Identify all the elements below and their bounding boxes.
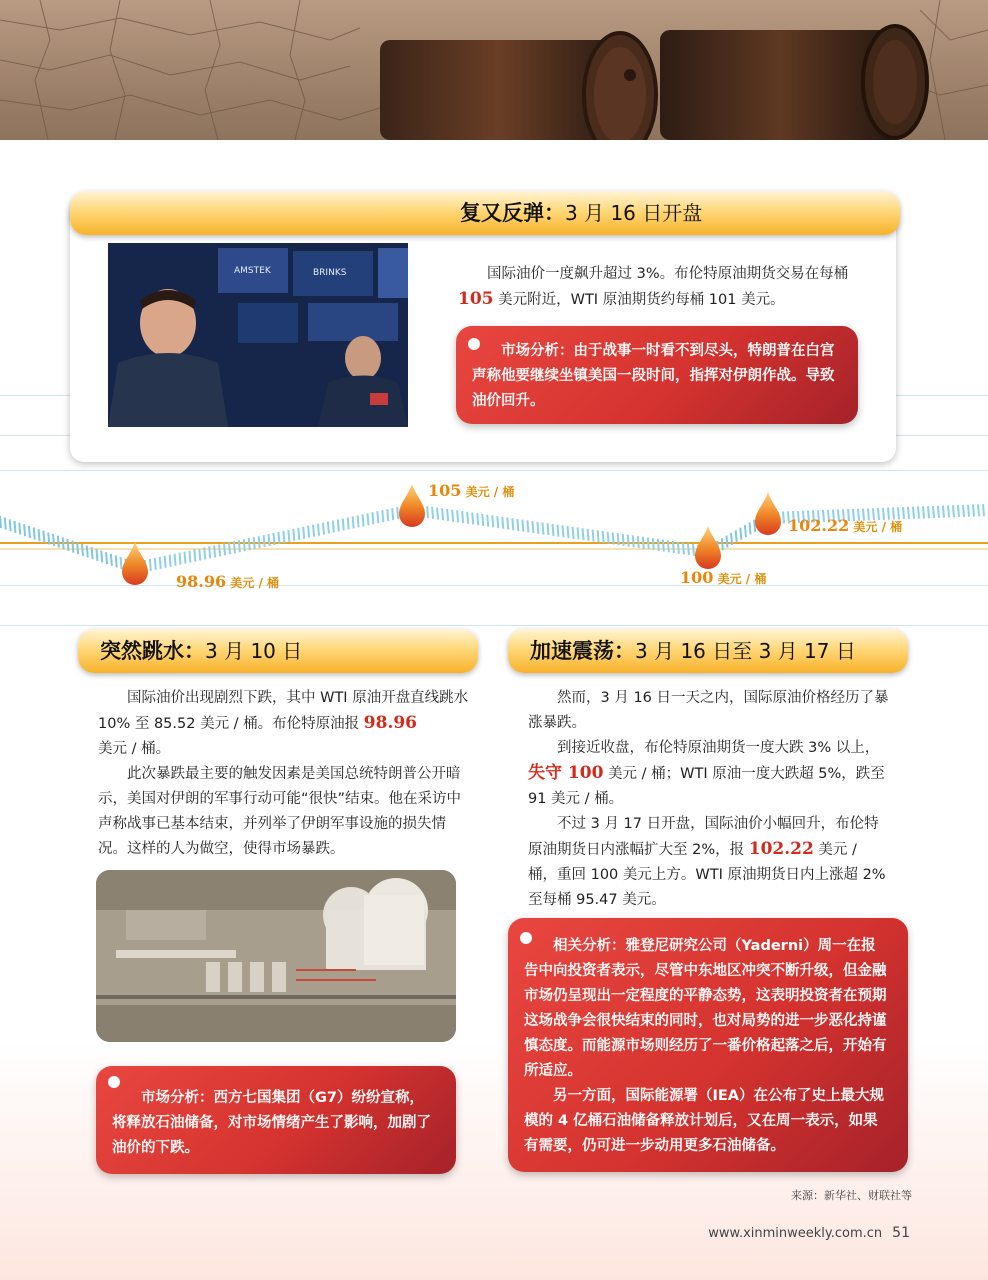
section-plunge-title: 突然跳水：3 月 10 日	[100, 638, 303, 663]
market-analysis-box-1: 市场分析：由于战事一时看不到尽头，特朗普在白宫声称他要继续坐镇美国一段时间，指挥对伊朗作战。导致油价回升。	[456, 326, 858, 424]
oil-drop-icon-100	[695, 526, 721, 569]
desert-barrels-illustration	[0, 0, 988, 140]
section-plunge-title-bar	[78, 629, 478, 673]
price-highlight-98-96: 98.96	[363, 713, 418, 733]
oil-drop-icon-105	[399, 484, 425, 527]
bullet-dot-icon	[520, 932, 532, 944]
related-analysis-box: 相关分析：雅登尼研究公司（Yaderni）周一在报告中向投资者表示，尽管中东地区冲突不断升级，但金融市场仍呈现出一定程度的平静态势，这表明投资者在预期这场战争会很快结束的同时，也对局势的进一步恶化持谨慎态度。而能源市场则经历了一番价格起落之后，开始有所适应。 另一方面，国际能源署（IEA）在公布了史上最大规模的 4 亿桶石油储备释放计划后，又在周一表示，如果有需要，仍可进一步动用更多石油储备。	[508, 918, 908, 1172]
page-footer	[708, 1225, 910, 1241]
oil-drop-icon-102-22	[755, 492, 781, 535]
bullet-dot-icon	[108, 1076, 120, 1088]
section-volatility-text: 然而，3 月 16 日一天之内，国际原油价格经历了暴涨暴跌。 到接近收盘，布伦特原油期货一度大跌 3% 以上，失守 100 美元 / 桶；WTI 原油一度大跌超 5%，跌至 91 美元 / 桶。 不过 3 月 17 日开盘，国际油价小幅回升，布伦特原油期货日内涨幅扩大至 2%，报 102.22 美元 / 桶，重回 100 美元上方。WTI 原油期货日内上涨超 2% 至每桶 95.47 美元。	[528, 690, 889, 908]
price-label-98-96: 98.96 美元 / 桶	[176, 572, 280, 591]
price-highlight-lost-100: 失守 100	[528, 763, 604, 783]
section-volatility-title: 加速震荡：3 月 16 日至 3 月 17 日	[530, 638, 856, 663]
price-highlight-105: 105	[458, 289, 494, 309]
oil-facility-photo	[96, 870, 456, 1042]
section-rebound-title-bar	[70, 191, 900, 235]
trader-photo	[108, 243, 408, 427]
price-label-100: 100 美元 / 桶	[680, 568, 767, 587]
svg-text:AMSTEK: AMSTEK	[234, 266, 271, 276]
section-rebound-text: 国际油价一度飙升超过 3%。布伦特原油期货交易在每桶 105 美元附近，WTI 原油期货约每桶 101 美元。	[458, 266, 849, 309]
section-rebound-title: 复又反弹：3 月 16 日开盘	[460, 200, 703, 225]
source-credit: 来源：新华社、财联社等	[791, 1189, 912, 1202]
page-number: 51	[892, 1225, 910, 1241]
bullet-dot-icon	[468, 338, 480, 350]
price-label-102-22: 102.22 美元 / 桶	[788, 516, 903, 535]
website-url: www.xinminweekly.com.cn	[708, 1226, 883, 1241]
hero-image-oil-barrels	[0, 0, 988, 140]
price-label-105: 105 美元 / 桶	[428, 481, 515, 500]
section-volatility-title-bar	[508, 629, 908, 673]
svg-text:BRINKS: BRINKS	[313, 268, 347, 278]
section-plunge-text: 国际油价出现剧烈下跌，其中 WTI 原油开盘直线跳水 10% 至 85.52 美元 / 桶。布伦特原油报 98.96 美元 / 桶。 此次暴跌最主要的触发因素是美国总统特朗普公开暗示，美国对伊朗的军事行动可能“很快”结束。他在采访中声称战事已基本结束，并列举了伊朗军事设施的损失情况。这样的人为做空，使得市场暴跌。	[98, 690, 469, 857]
price-highlight-102-22: 102.22	[748, 839, 814, 859]
oil-drop-icon-98-96	[122, 542, 148, 585]
market-analysis-box-2: 市场分析：西方七国集团（G7）纷纷宣称，将释放石油储备，对市场情绪产生了影响，加剧了油价的下跌。	[96, 1066, 456, 1174]
